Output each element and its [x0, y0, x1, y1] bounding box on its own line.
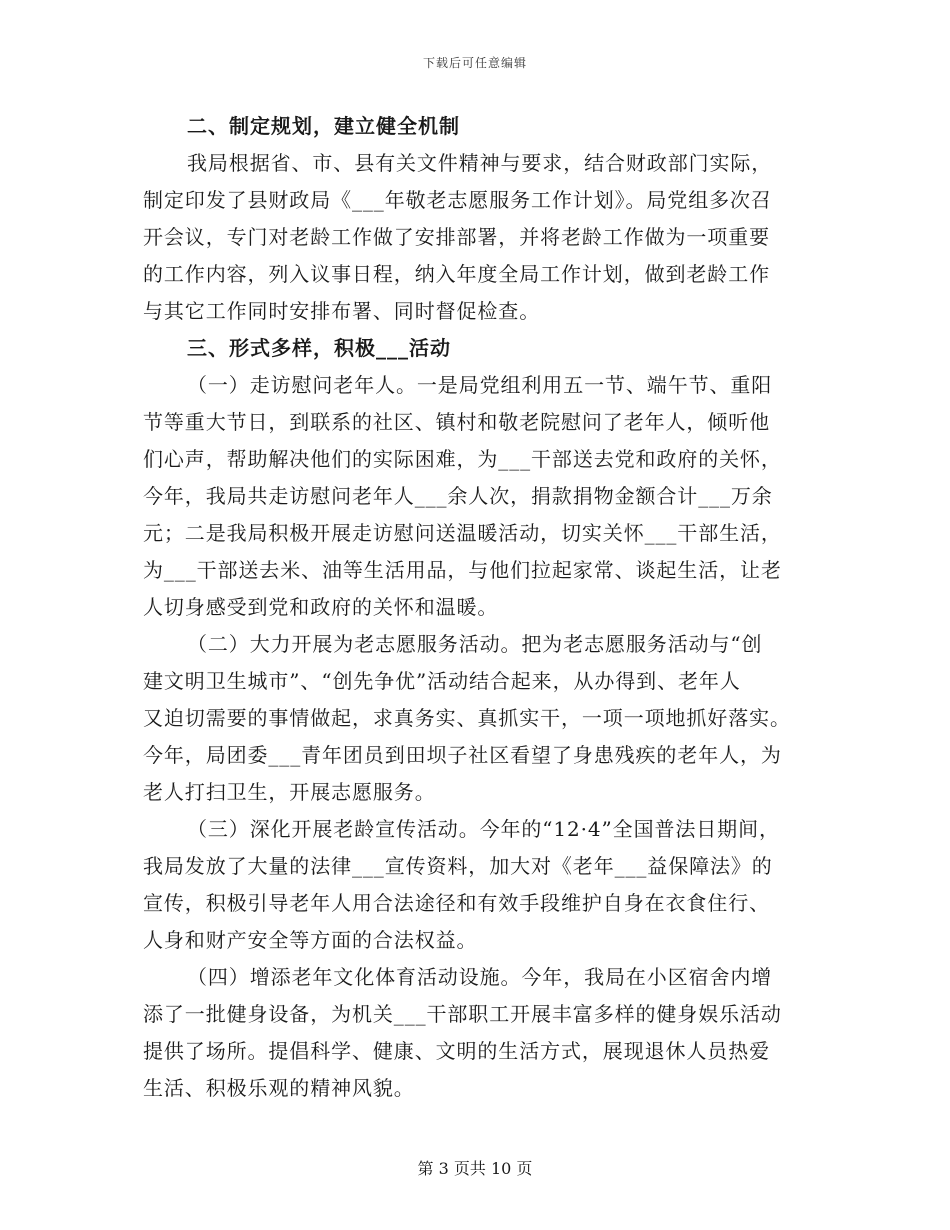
paragraph-line: 我局发放了大量的法律___宣传资料，加大对《老年___益保障法》的 — [143, 854, 773, 878]
paragraph-line: 的工作内容，列入议事日程，纳入年度全局工作计划，做到老龄工作 — [143, 262, 770, 286]
header-note: 下载后可任意编辑 — [422, 56, 527, 70]
paragraph-line: 老人打扫卫生，开展志愿服务。 — [143, 780, 436, 804]
paragraph-line: 又迫切需要的事情做起，求真务实、真抓实干，一项一项地抓好落实。 — [143, 706, 791, 730]
paragraph-line: （二）大力开展为老志愿服务活动。把为老志愿服务活动与“创 — [187, 632, 763, 656]
paragraph-line: 提供了场所。提倡科学、健康、文明的生活方式，展现退休人员热爱 — [143, 1039, 770, 1063]
document-body — [143, 108, 815, 1107]
paragraph-line: 开会议，专门对老龄工作做了安排部署，并将老龄工作做为一项重要 — [143, 225, 770, 249]
paragraph-line: 们心声，帮助解决他们的实际困难，为___干部送去党和政府的关怀， — [143, 447, 782, 471]
paragraph-line: 元；二是我局积极开展走访慰问送温暖活动，切实关怀___干部生活， — [143, 521, 782, 545]
paragraph-line: 为___干部送去米、油等生活用品，与他们拉起家常、谈起生活，让老 — [143, 558, 782, 582]
paragraph-line: 今年，我局共走访慰问老年人___余人次，捐款捐物金额合计___万余 — [143, 484, 773, 508]
section-heading: 三、形式多样，积极___活动 — [187, 336, 451, 360]
paragraph-line: （三）深化开展老龄宣传活动。今年的“12·4”全国普法日期间， — [187, 817, 780, 841]
paragraph-line: （四）增添老年文化体育活动设施。今年，我局在小区宿舍内增 — [187, 965, 773, 989]
paragraph-line: （一）走访慰问老年人。一是局党组利用五一节、端午节、重阳 — [187, 373, 773, 397]
paragraph-line: 生活、积极乐观的精神风貌。 — [143, 1076, 415, 1100]
paragraph-line: 建文明卫生城市”、“创先争优”活动结合起来，从办得到、老年人 — [143, 669, 741, 693]
paragraph-line: 节等重大节日，到联系的社区、镇村和敬老院慰问了老年人，倾听他 — [143, 410, 770, 434]
section-heading: 二、制定规划，建立健全机制 — [187, 114, 460, 138]
page-footer: 第 3 页共 10 页 — [417, 1159, 533, 1178]
paragraph-line: 今年，局团委___青年团员到田坝子社区看望了身患残疾的老年人，为 — [143, 743, 782, 767]
paragraph-line: 添了一批健身设备，为机关___干部职工开展丰富多样的健身娱乐活动 — [143, 1002, 782, 1026]
paragraph-line: 宣传，积极引导老年人用合法途径和有效手段维护自身在衣食住行、 — [143, 891, 770, 915]
paragraph-line: 我局根据省、市、县有关文件精神与要求，结合财政部门实际， — [187, 151, 773, 175]
paragraph-line: 制定印发了县财政局《___年敬老志愿服务工作计划》。局党组多次召 — [143, 188, 772, 212]
paragraph-line: 人切身感受到党和政府的关怀和温暖。 — [143, 595, 499, 619]
paragraph-line: 人身和财产安全等方面的合法权益。 — [143, 928, 478, 952]
paragraph-line: 与其它工作同时安排布署、同时督促检查。 — [143, 299, 541, 323]
